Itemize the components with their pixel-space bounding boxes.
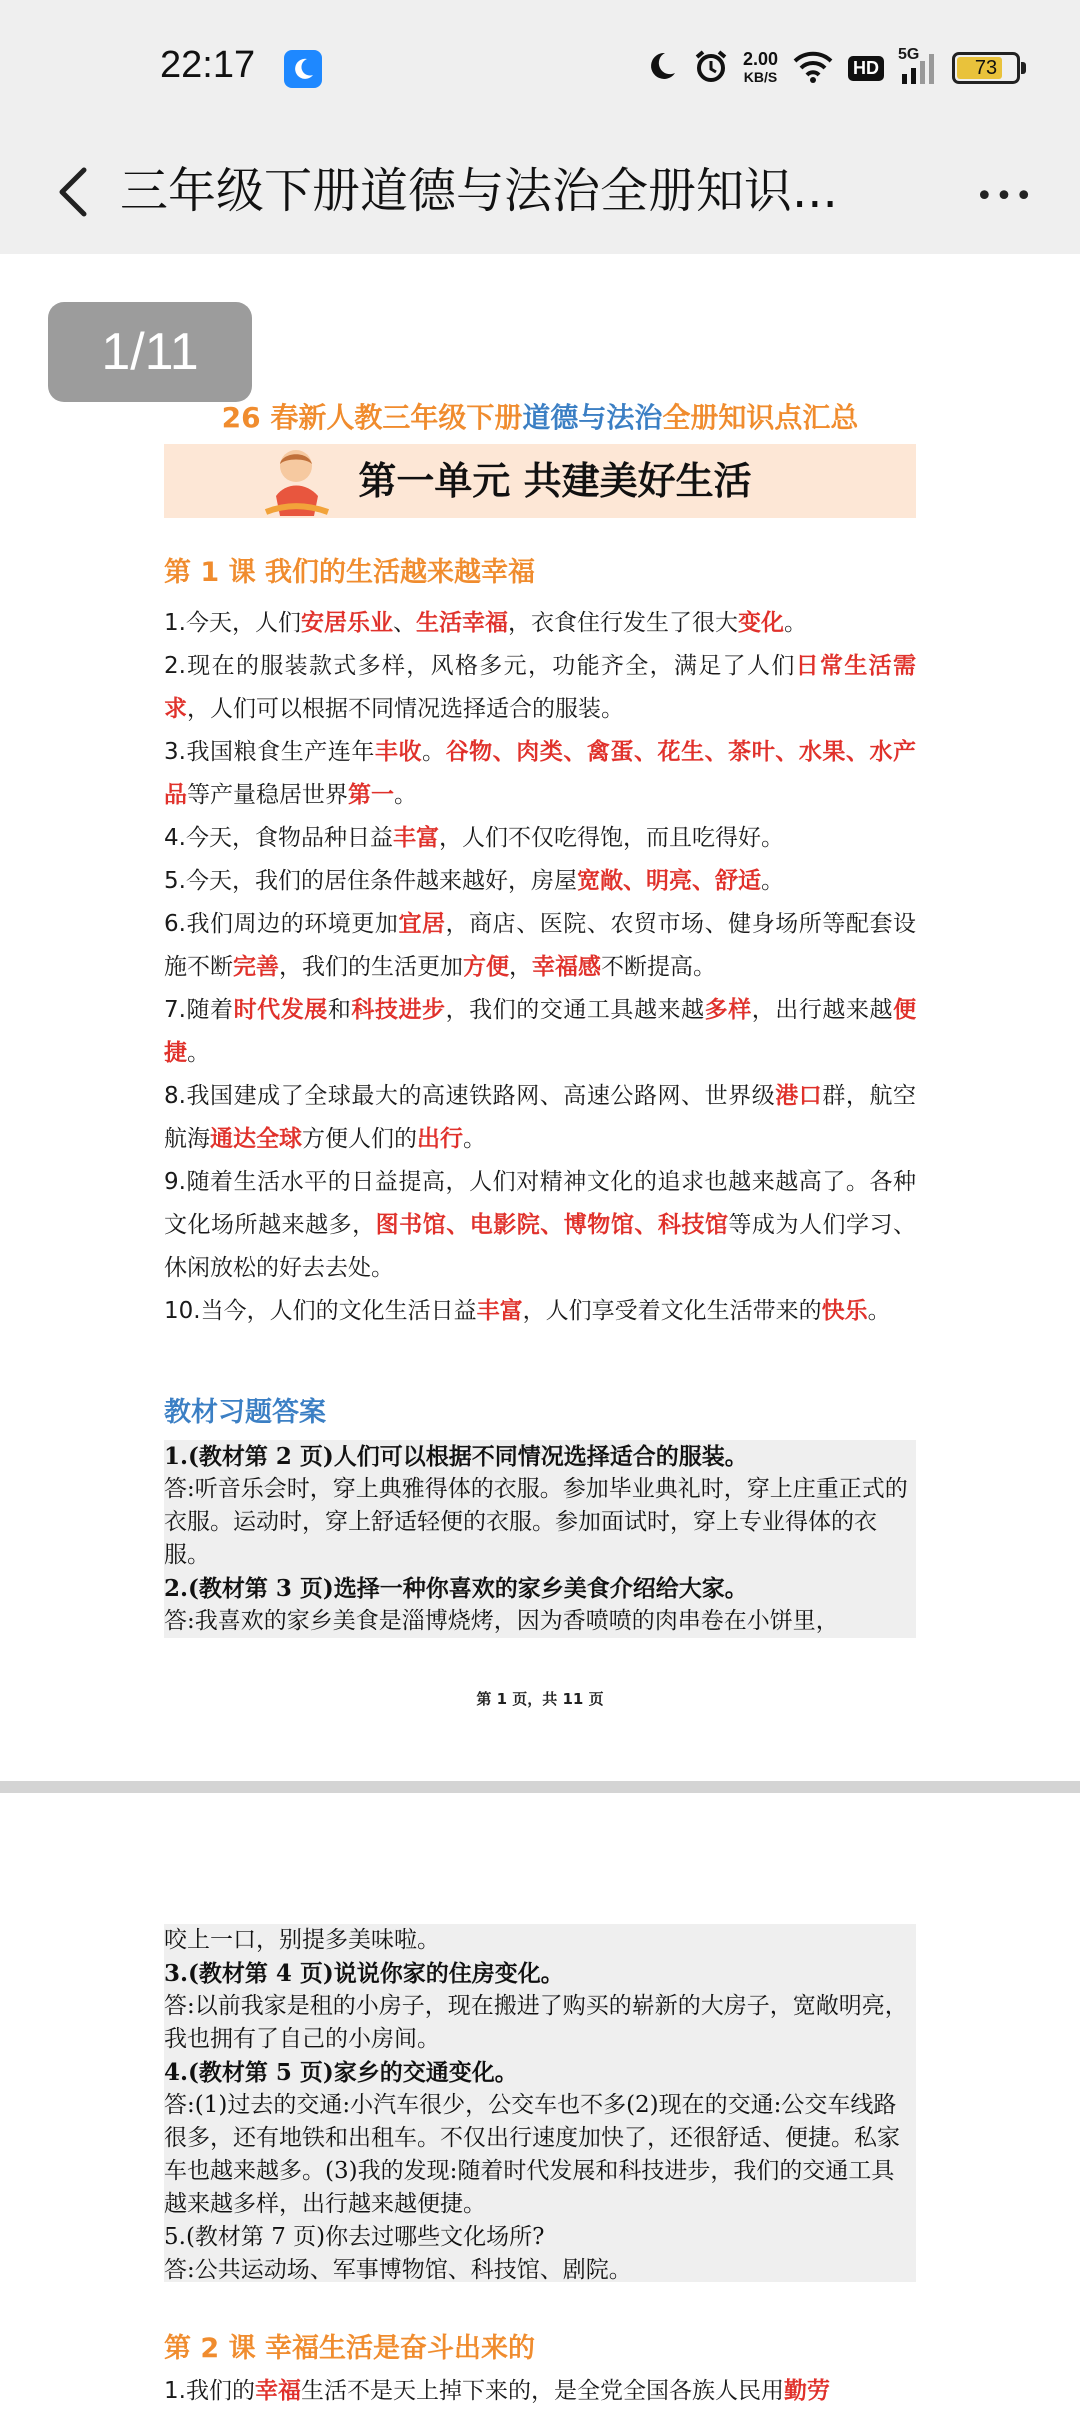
moon-icon [645, 49, 679, 87]
point-6: 6.我们周边的环境更加宜居，商店、医院、农贸市场、健身场所等配套设施不断完善，我们的生活更加方便，幸福感不断提高。 [164, 911, 917, 980]
page-footer: 第 1 页，共 11 页 [476, 1690, 604, 1708]
answer-1: 答:听音乐会时，穿上典雅得体的衣服。参加毕业典礼时，穿上庄重正式的衣服。运动时，穿上舒适轻便的衣服。参加面试时，穿上专业得体的衣服。 [164, 1476, 908, 1568]
wifi-icon [792, 49, 834, 87]
header-part2: 道德与法治 [522, 401, 663, 434]
status-bar [0, 0, 1080, 130]
point-1: 1.今天，人们安居乐业、生活幸福，衣食住行发生了很大变化。 [164, 610, 807, 636]
lesson-2-point-1: 1.我们的幸福生活不是天上掉下来的，是全党全国各族人民用勤劳 [164, 2378, 830, 2404]
answer-2: 答:我喜欢的家乡美食是淄博烧烤，因为香喷喷的肉串卷在小饼里， [164, 1608, 839, 1634]
point-8: 8.我国建成了全球最大的高速铁路网、高速公路网、世界级港口群，航空航海通达全球方便人们的出行。 [164, 1083, 917, 1152]
point-7: 7.随着时代发展和科技进步，我们的交通工具越来越多样，出行越来越便捷。 [164, 997, 917, 1066]
more-options-button[interactable] [970, 160, 1040, 220]
answer-5: 答:公共运动场、军事博物馆、科技馆、剧院。 [164, 2257, 632, 2283]
do-not-disturb-icon [284, 50, 322, 88]
network-speed [743, 50, 778, 86]
answer-4: 答:(1)过去的交通:小汽车很少，公交车也不多(2)现在的交通:公交车线路很多，还有地铁和出租车。不仅出行速度加快了，还很舒适、便捷。私家车也越来越多。(3)我的发现:随着时代发展和科技进步，我们的交通工具越来越多样，出行越来越便捷。 [164, 2092, 900, 2217]
more-icon: ••• [975, 179, 1035, 214]
battery-level: 73 [974, 57, 998, 79]
question-5: 5.(教材第 7 页)你去过哪些文化场所? [164, 2224, 545, 2250]
question-1: 1.(教材第 2 页)人们可以根据不同情况选择适合的服装。 [164, 1443, 748, 1470]
chevron-left-icon [38, 152, 118, 232]
header-part3: 全册知识点汇总 [662, 401, 859, 434]
network-type: 5G [898, 46, 920, 63]
answer-2-continued: 咬上一口，别提多美味啦。 [164, 1927, 440, 1953]
point-2: 2.现在的服装款式多样，风格多元，功能齐全，满足了人们日常生活需求，人们可以根据不同情况选择适合的服装。 [164, 653, 916, 722]
point-4: 4.今天，食物品种日益丰富，人们不仅吃得饱，而且吃得好。 [164, 825, 784, 851]
answers-box-page1 [164, 1440, 916, 1638]
document-header [164, 390, 916, 446]
unit-title: 第一单元 共建美好生活 [358, 459, 752, 503]
point-5: 5.今天，我们的居住条件越来越好，房屋宽敞、明亮、舒适。 [164, 868, 784, 894]
speed-value: 2.00 [742, 49, 778, 69]
question-2: 2.(教材第 3 页)选择一种你喜欢的家乡美食介绍给大家。 [164, 1575, 748, 1602]
alarm-icon [693, 48, 729, 88]
question-3: 3.(教材第 4 页)说说你家的住房变化。 [164, 1960, 564, 1987]
lesson-1-title: 第 1 课 我们的生活越来越幸福 [164, 557, 535, 588]
answers-title: 教材习题答案 [164, 1397, 326, 1428]
page-counter: 1/11 [48, 302, 252, 402]
lesson-2-title: 第 2 课 幸福生活是奋斗出来的 [164, 2333, 535, 2364]
unit-banner [164, 444, 916, 518]
header-part1: 26 春新人教三年级下册 [221, 401, 523, 434]
back-button[interactable] [38, 152, 118, 232]
answer-3: 答:以前我家是租的小房子，现在搬进了购买的崭新的大房子，宽敞明亮，我也拥有了自己的小房间。 [164, 1993, 908, 2052]
document-viewer[interactable] [0, 254, 1080, 2404]
app-bar [0, 130, 1080, 254]
point-3: 3.我国粮食生产连年丰收。谷物、肉类、禽蛋、花生、茶叶、水果、水产品等产量稳居世界第一。 [164, 739, 917, 808]
battery-icon [952, 52, 1020, 84]
point-10: 10.当今，人们的文化生活日益丰富，人们享受着文化生活带来的快乐。 [164, 1298, 891, 1324]
point-9: 9.随着生活水平的日益提高，人们对精神文化的追求也越来越高了。各种文化场所越来越多，图书馆、电影院、博物馆、科技馆等成为人们学习、休闲放松的好去去处。 [164, 1169, 917, 1281]
speed-unit: KB/S [743, 69, 778, 85]
status-time: 22:17 [160, 44, 256, 86]
answers-box-page2 [164, 1924, 916, 2282]
cellular-signal-icon [898, 46, 938, 86]
page-separator [0, 1781, 1080, 1793]
question-4: 4.(教材第 5 页)家乡的交通变化。 [164, 2059, 518, 2086]
hd-badge: HD [848, 56, 884, 81]
page-title: 三年级下册道德与法治全册知识... [120, 163, 838, 219]
